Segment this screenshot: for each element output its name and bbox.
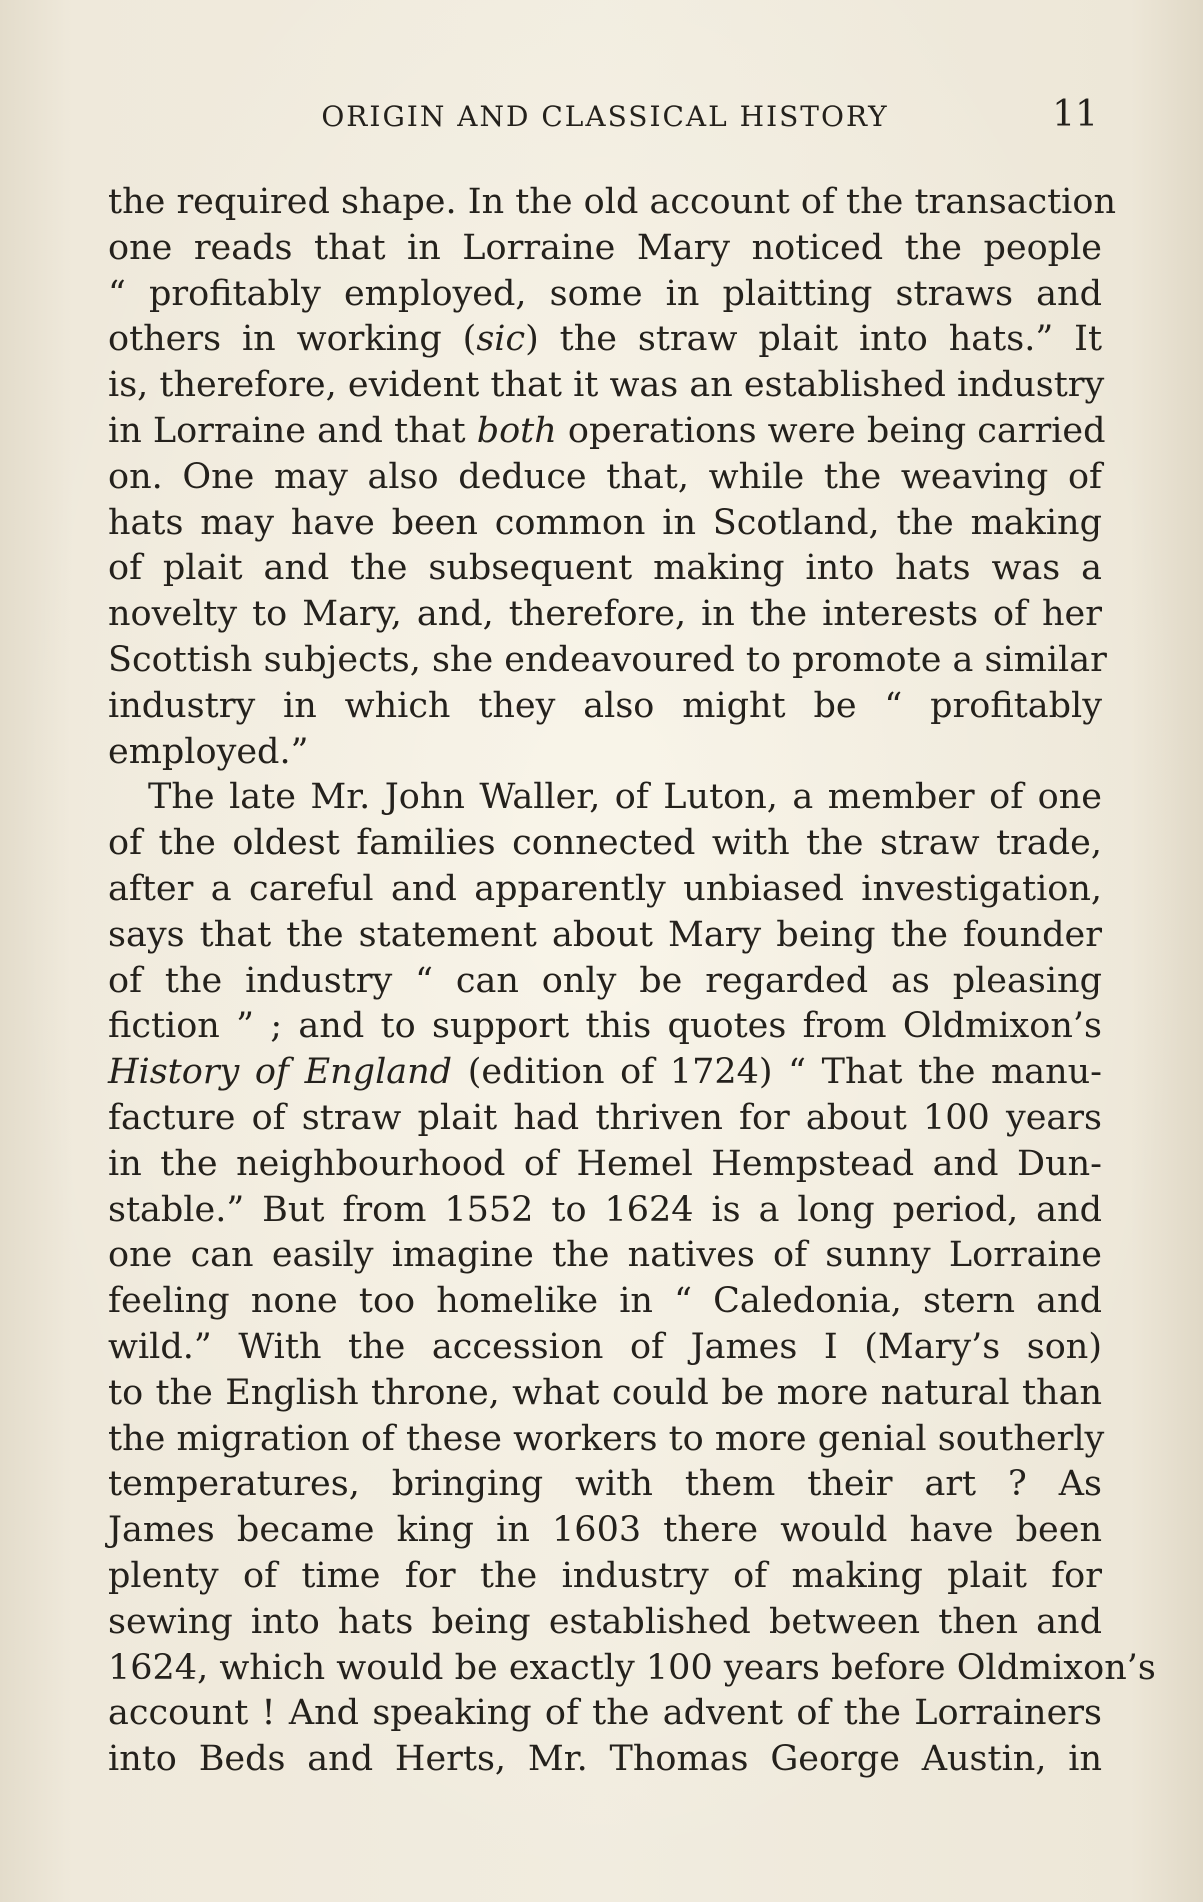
text-run: one can easily imagine the natives of sunny Lorraine (108, 1235, 1102, 1276)
text-run: says that the statement about Mary being the founder (108, 914, 1102, 955)
text-line (108, 272, 1102, 318)
text-run: The late Mr. John Waller, of Luton, a member of one (148, 777, 1102, 818)
text-run: into Beds and Herts, Mr. Thomas George Austin, in (108, 1739, 1102, 1780)
text-run: hats may have been common in Scotland, the making (108, 502, 1102, 543)
text-line (108, 1325, 1102, 1371)
text-run: wild.” With the accession of James I (Mary’s son) (108, 1326, 1102, 1367)
text-line (108, 1554, 1102, 1600)
text-run: James became king in 1603 there would have been (108, 1510, 1102, 1551)
text-run: of the industry “ can only be regarded as pleasing (108, 960, 1102, 1001)
text-line (108, 1142, 1102, 1188)
text-run: employed.” (108, 731, 309, 772)
text-run: Scottish subjects, she endeavoured to promote a similar (108, 639, 1107, 680)
text-line (108, 455, 1102, 501)
running-head (108, 94, 1102, 144)
text-run: in Lorraine and that (108, 410, 477, 451)
text-line (108, 1737, 1102, 1783)
italic-run: History of England (108, 1052, 453, 1093)
text-line (108, 730, 1102, 776)
text-line (108, 226, 1102, 272)
page-number: 11 (1052, 94, 1098, 135)
text-line (108, 775, 1102, 821)
text-line (108, 1417, 1105, 1463)
text-line (108, 409, 1106, 455)
text-run: one reads that in Lorraine Mary noticed the people (108, 227, 1102, 268)
running-title: ORIGIN AND CLASSICAL HISTORY (321, 100, 889, 133)
text-line (108, 821, 1102, 867)
text-line (108, 592, 1102, 638)
text-run: of plait and the subsequent making into hats was a (108, 548, 1102, 589)
text-line (108, 1279, 1102, 1325)
text-run: is, therefore, evident that it was an established industry (108, 365, 1105, 406)
italic-run: sic (476, 319, 526, 360)
text-line (108, 867, 1102, 913)
text-line (108, 1233, 1102, 1279)
text-line (108, 1004, 1102, 1050)
text-run: on. One may also deduce that, while the weaving of (108, 456, 1102, 497)
text-line (108, 317, 1102, 363)
text-line (108, 1691, 1102, 1737)
text-line (108, 1462, 1102, 1508)
text-run: in the neighbourhood of Hemel Hempstead and Dun- (108, 1143, 1102, 1184)
text-run: after a careful and apparently unbiased investigation, (108, 868, 1102, 909)
text-line (108, 363, 1105, 409)
text-run: temperatures, bringing with them their art ? As (108, 1464, 1102, 1505)
text-run: of the oldest families connected with the straw trade, (108, 823, 1102, 864)
text-run: “ profitably employed, some in plaitting straws and (108, 273, 1102, 314)
text-run: novelty to Mary, and, therefore, in the interests of her (108, 594, 1102, 635)
text-line (108, 501, 1102, 547)
text-line (108, 913, 1102, 959)
text-line (108, 1508, 1102, 1554)
text-run: stable.” But from 1552 to 1624 is a long period, and (108, 1189, 1102, 1230)
text-line (108, 959, 1102, 1005)
text-line (108, 1188, 1102, 1234)
text-run: industry in which they also might be “ profitably (108, 685, 1102, 726)
text-run: the required shape. In the old account of the transaction (108, 182, 1116, 222)
text-run: sewing into hats being established between then and (108, 1601, 1102, 1642)
text-run: plenty of time for the industry of making plait for (108, 1555, 1102, 1596)
text-run: ) the straw plait into hats.” It (525, 319, 1103, 360)
text-run: account ! And speaking of the advent of the Lorrainers (108, 1693, 1102, 1734)
text-line (108, 1050, 1102, 1096)
body-text (108, 180, 1156, 1783)
text-line (108, 1600, 1102, 1646)
text-run: fiction ” ; and to support this quotes from Oldmixon’s (108, 1006, 1102, 1047)
text-run: others in working ( (108, 319, 477, 360)
text-line (108, 684, 1102, 730)
text-line (108, 1096, 1102, 1142)
text-run: to the English throne, what could be more natural than (108, 1372, 1102, 1413)
text-run: 1624, which would be exactly 100 years before Oldmixon’s (108, 1647, 1156, 1688)
text-line (108, 546, 1102, 592)
text-run: operations were being carried (556, 410, 1106, 451)
text-run: feeling none too homelike in “ Caledonia, stern and (108, 1281, 1102, 1322)
text-run: (edition of 1724) “ That the manu- (452, 1052, 1102, 1093)
text-run: the migration of these workers to more genial southerly (108, 1418, 1105, 1459)
italic-run: both (476, 410, 557, 451)
text-run: facture of straw plait had thriven for about 100 years (108, 1097, 1102, 1138)
text-line (108, 1371, 1102, 1417)
text-line (108, 638, 1107, 684)
text-line (108, 1646, 1156, 1692)
text-line (108, 180, 1116, 226)
